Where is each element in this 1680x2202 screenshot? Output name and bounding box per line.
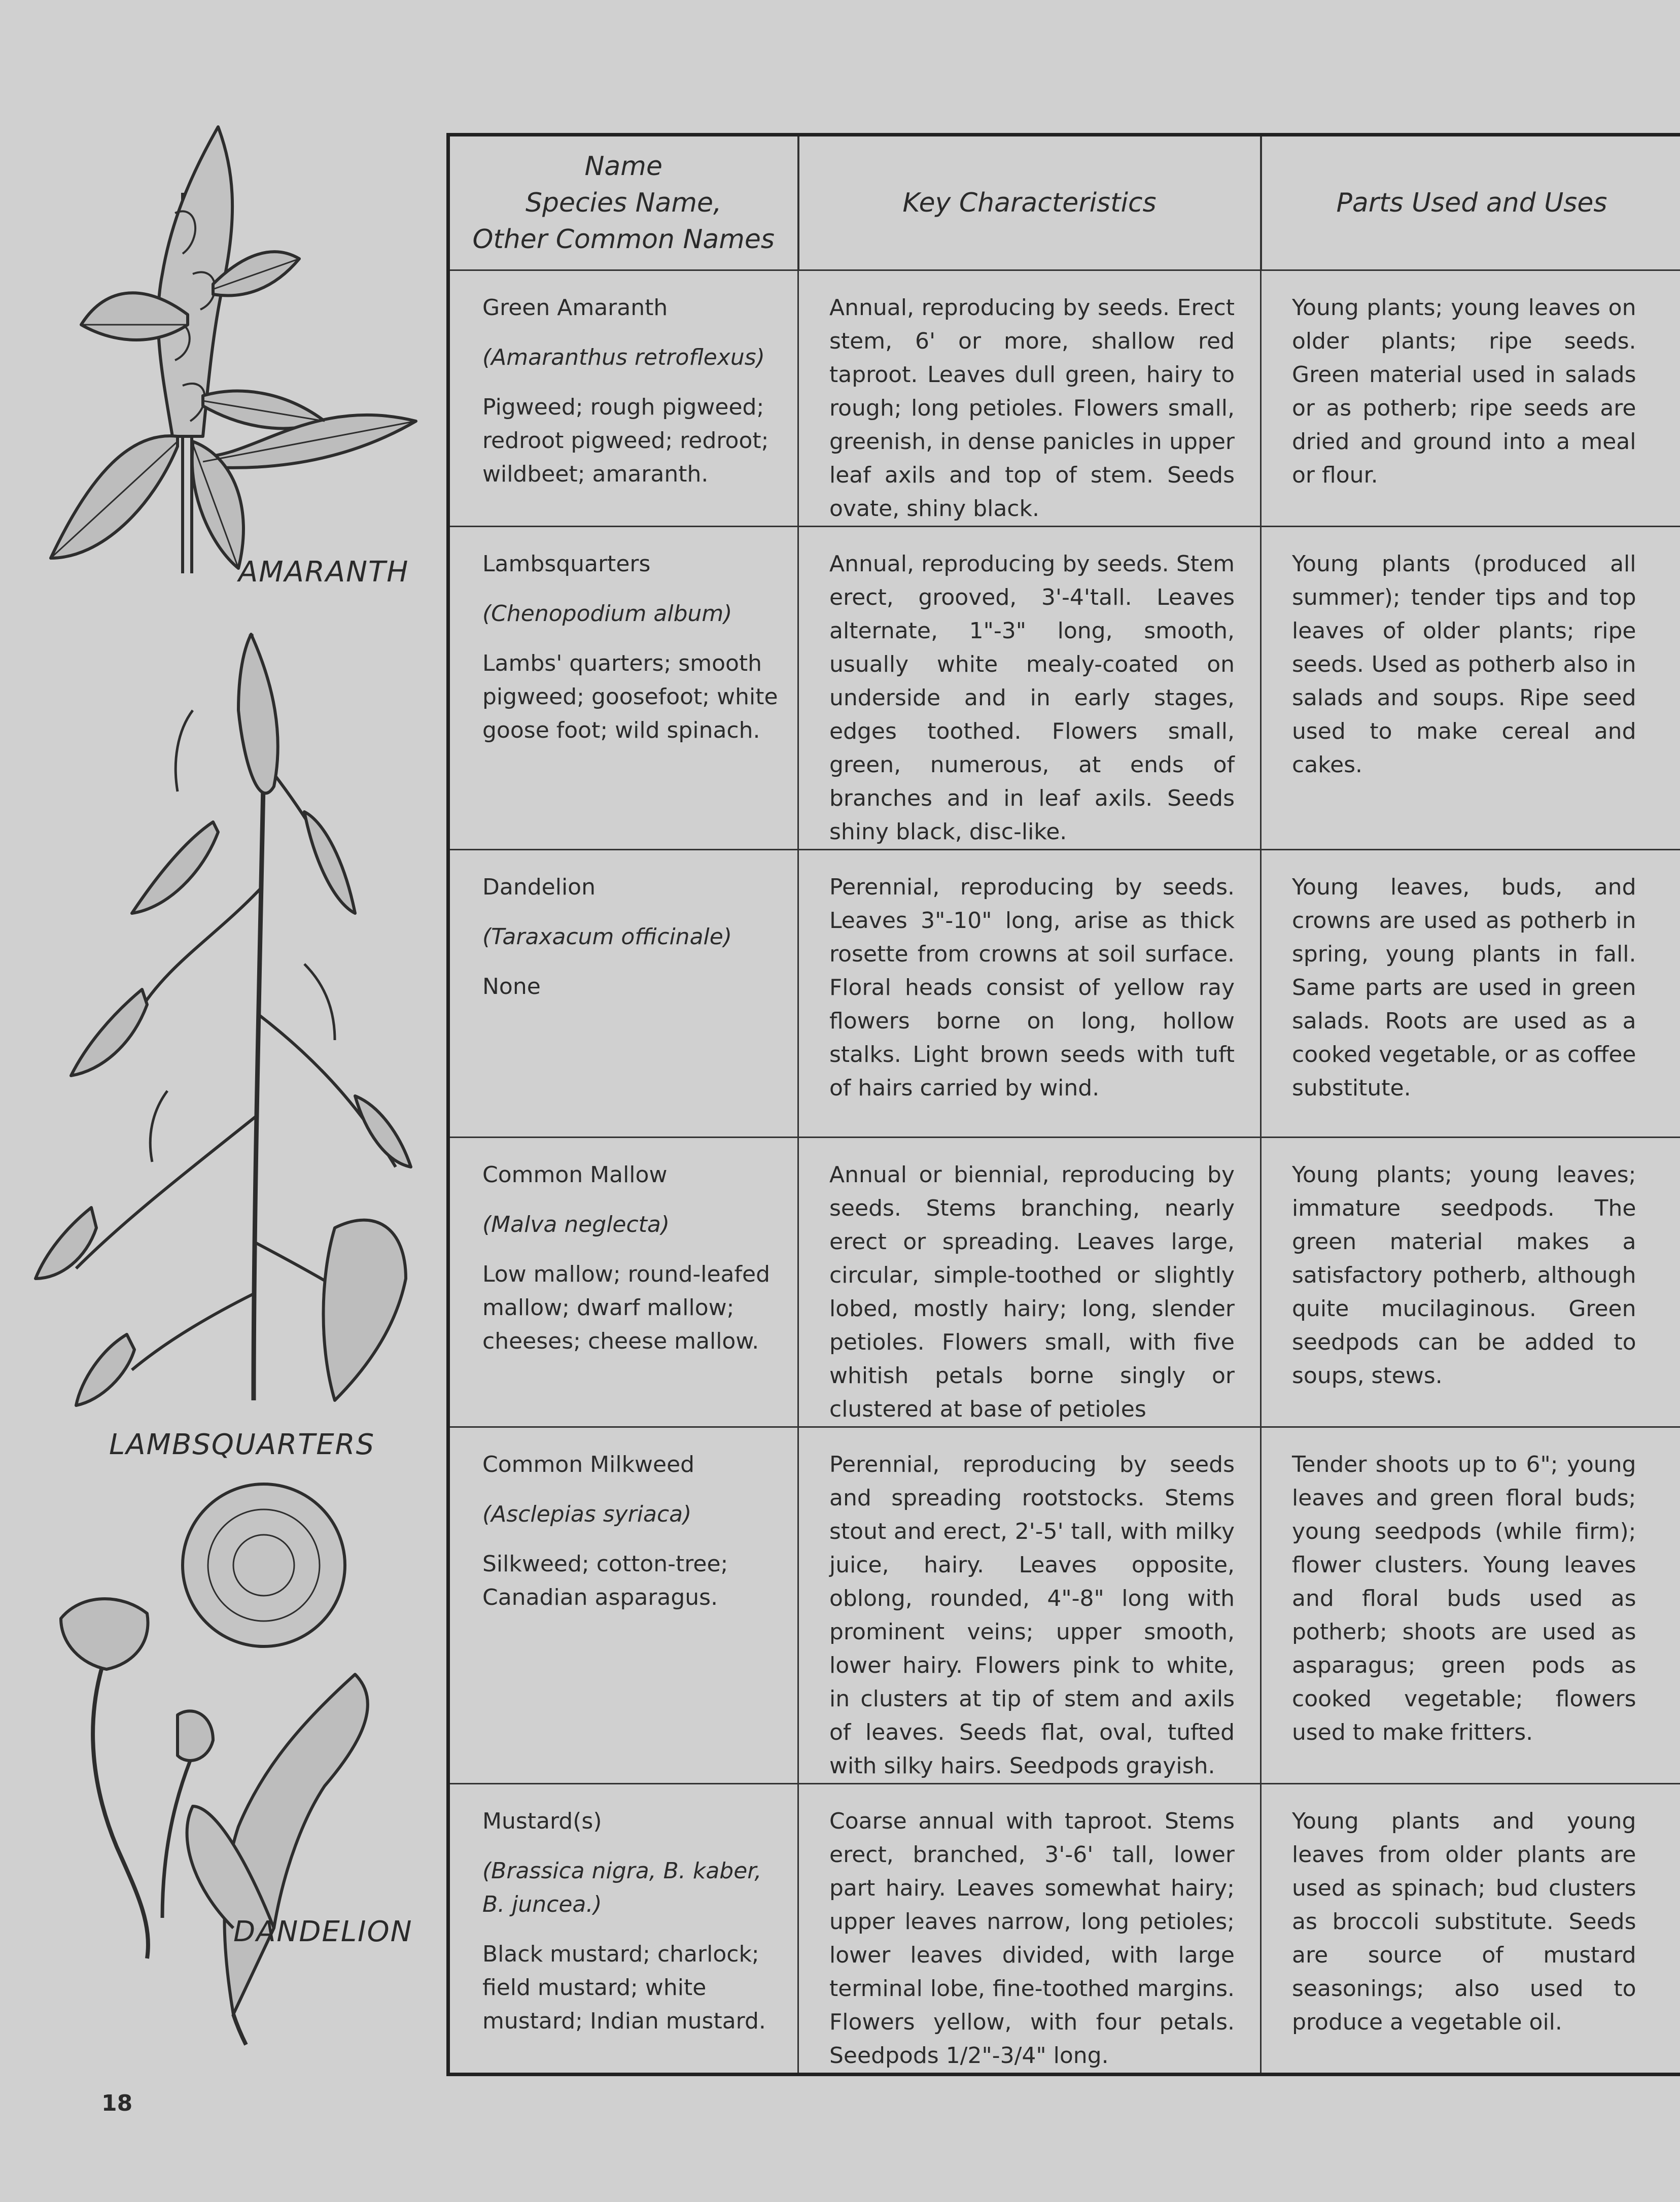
header-name-line: Species Name, — [525, 188, 722, 218]
uses-cell: Young plants and young leaves from older plants are used as spinach; bud clusters as broccoli substitute. Seeds are source of mustard seasonings; also used to produce a vegetable oil. — [1261, 1784, 1680, 2075]
table-row — [448, 850, 1680, 1138]
characteristics-cell: Perennial, reproducing by seeds. Leaves 3"-10" long, arise as thick rosette from crowns at soil surface. Floral heads consist of yellow ray flowers borne on long, hollow stalks. Light brown seeds with tuft of hairs carried by wind. — [798, 850, 1261, 1138]
name-cell — [448, 1427, 798, 1784]
amaranth-label: AMARANTH — [238, 556, 409, 589]
lambsquarters-label: LAMBSQUARTERS — [109, 1428, 375, 1461]
table-row — [448, 1138, 1680, 1427]
name-cell — [448, 850, 798, 1138]
name-cell — [448, 270, 798, 527]
species-name: (Taraxacum officinale) — [482, 924, 732, 950]
page-number: 18 — [101, 2090, 133, 2116]
plant-name: Lambsquarters — [482, 551, 651, 577]
table-row — [448, 527, 1680, 850]
species-name: (Asclepias syriaca) — [482, 1501, 692, 1527]
table-row — [448, 270, 1680, 527]
table-row — [448, 1784, 1680, 2075]
name-cell — [448, 1138, 798, 1427]
plant-illustrations — [0, 0, 436, 2202]
plant-name: Common Milkweed — [482, 1452, 695, 1477]
characteristics-cell: Annual, reproducing by seeds. Erect stem, 6' or more, shallow red taproot. Leaves dull green, hairy to rough; long petioles. Flowers small, greenish, in dense panicles in upper leaf axils and top of stem. Seeds ovate, shiny black. — [798, 270, 1261, 527]
header-characteristics: Key Characteristics — [798, 135, 1261, 270]
plant-name: Dandelion — [482, 874, 596, 900]
wild-plants-table — [446, 133, 1680, 2076]
plant-name: Common Mallow — [482, 1162, 668, 1188]
common-names: Lambs' quarters; smooth pigweed; goosefoot; white goose foot; wild spinach. — [482, 650, 778, 743]
dandelion-label: DANDELION — [233, 1915, 413, 1948]
common-names: Silkweed; cotton-tree; Canadian asparagus. — [482, 1551, 728, 1610]
common-names: Black mustard; charlock; field mustard; white mustard; Indian mustard. — [482, 1941, 766, 2034]
plant-name: Green Amaranth — [482, 295, 668, 321]
table-row — [448, 1427, 1680, 1784]
species-name: (Brassica nigra, B. kaber, B. juncea.) — [482, 1858, 762, 1917]
name-cell — [448, 1784, 798, 2075]
header-name-line: Name — [584, 151, 662, 182]
name-cell — [448, 527, 798, 850]
characteristics-cell: Annual or biennial, reproducing by seeds. Stems branching, nearly erect or spreading. Leaves large, circular, simple-toothed or slightly lobed, mostly hairy; long, slender petioles. Flowers small, with five whitish petals borne singly or clustered at base of petioles — [798, 1138, 1261, 1427]
characteristics-cell: Annual, reproducing by seeds. Stem erect, grooved, 3'-4'tall. Leaves alternate, 1"-3" long, smooth, usually white mealy-coated on underside and in early stages, edges toothed. Flowers small, green, numerous, at ends of branches and in leaf axils. Seeds shiny black, disc-like. — [798, 527, 1261, 850]
dandelion-illustration-icon — [61, 1484, 368, 2045]
common-names: None — [482, 974, 541, 1000]
header-name-line: Other Common Names — [472, 224, 775, 255]
species-name: (Chenopodium album) — [482, 601, 732, 627]
uses-cell: Tender shoots up to 6"; young leaves and green floral buds; young seedpods (while firm); flower clusters. Young leaves and floral buds used as potherb; shoots are used as asparagus; green pods as cooked vegetable; flowers used to make fritters. — [1261, 1427, 1680, 1784]
species-name: (Malva neglecta) — [482, 1212, 670, 1237]
uses-cell: Young plants; young leaves; immature seedpods. The green material makes a satisfactory potherb, although quite mucilaginous. Green seedpods can be added to soups, stews. — [1261, 1138, 1680, 1427]
amaranth-illustration-icon — [51, 127, 416, 573]
common-names: Pigweed; rough pigweed; redroot pigweed; redroot; wildbeet; amaranth. — [482, 394, 769, 487]
characteristics-cell: Perennial, reproducing by seeds and spreading rootstocks. Stems stout and erect, 2'-5' tall, with milky juice, hairy. Leaves opposite, oblong, rounded, 4"-8" long with prominent veins; upper smooth, lower hairy. Flowers pink to white, in clusters at tip of stem and axils of leaves. Seeds flat, oval, tufted with silky hairs. Seedpods grayish. — [798, 1427, 1261, 1784]
uses-cell: Young plants (produced all summer); tender tips and top leaves of older plants; ripe seeds. Used as potherb also in salads and soups. Ripe seed used to make cereal and cakes. — [1261, 527, 1680, 850]
header-uses: Parts Used and Uses — [1261, 135, 1680, 270]
characteristics-cell: Coarse annual with taproot. Stems erect, branched, 3'-6' tall, lower part hairy. Leaves somewhat hairy; upper leaves narrow, long petioles; lower leaves divided, with large terminal lobe, fine-toothed margins. Flowers yellow, with four petals. Seedpods 1/2"-3/4" long. — [798, 1784, 1261, 2075]
uses-cell: Young leaves, buds, and crowns are used as potherb in spring, young plants in fall. Same parts are used in green salads. Roots are used as a cooked vegetable, or as coffee substitute. — [1261, 850, 1680, 1138]
species-name: (Amaranthus retroflexus) — [482, 345, 765, 370]
plant-name: Mustard(s) — [482, 1808, 602, 1834]
lambsquarters-illustration-icon — [36, 634, 411, 1405]
table-header-row — [448, 135, 1680, 270]
header-name — [448, 135, 798, 270]
uses-cell: Young plants; young leaves on older plants; ripe seeds. Green material used in salads or as potherb; ripe seeds are dried and ground into a meal or flour. — [1261, 270, 1680, 527]
common-names: Low mallow; round-leafed mallow; dwarf mallow; cheeses; cheese mallow. — [482, 1261, 770, 1354]
